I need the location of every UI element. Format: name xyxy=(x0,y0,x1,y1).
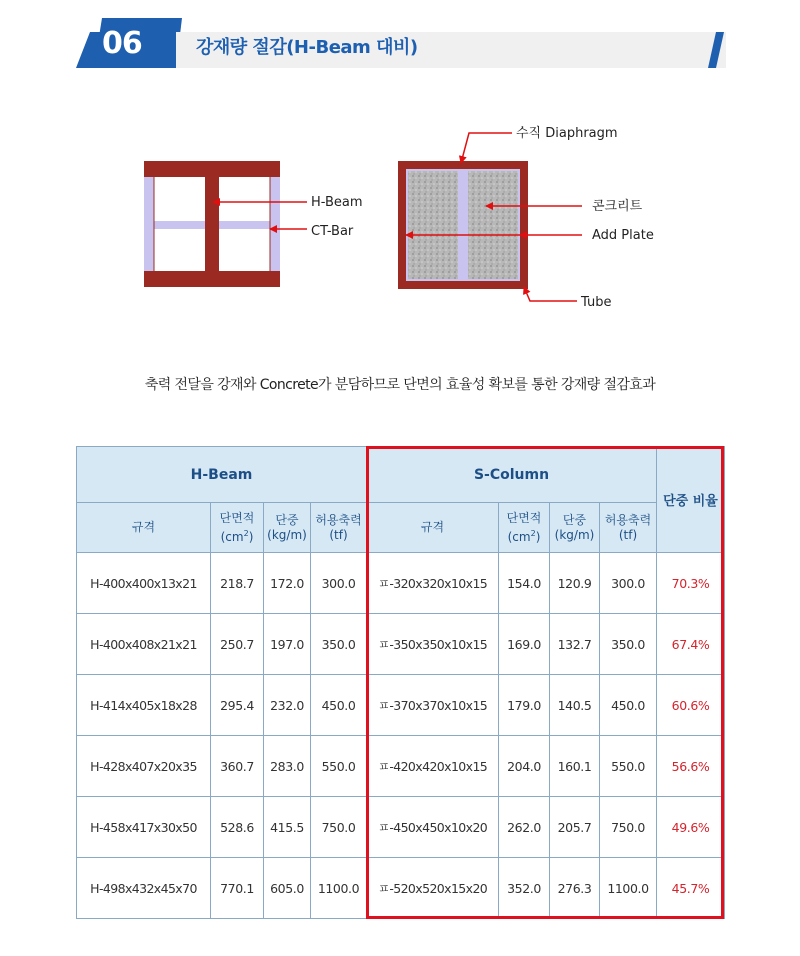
h-spec-header: 규격 xyxy=(77,503,211,553)
h-spec-cell: H-428x407x20x35 xyxy=(77,736,211,797)
ratio-cell: 45.7% xyxy=(657,858,725,919)
h-capacity-header: 허용축력 (tf) xyxy=(311,503,367,553)
tube-label: Tube xyxy=(581,295,612,310)
s-spec-cell: ㅍ-450x450x10x20 xyxy=(367,797,499,858)
concrete-label: 콘크리트 xyxy=(592,199,643,214)
h-capacity-cell: 750.0 xyxy=(311,797,367,858)
h-spec-cell: H-498x432x45x70 xyxy=(77,858,211,919)
comparison-table xyxy=(76,446,725,919)
h-spec-cell: H-400x400x13x21 xyxy=(77,553,211,614)
addplate-label: Add Plate xyxy=(592,228,654,243)
h-area-cell: 218.7 xyxy=(211,553,264,614)
h-weight-cell: 605.0 xyxy=(264,858,311,919)
section-diagram xyxy=(130,115,690,320)
ratio-cell: 67.4% xyxy=(657,614,725,675)
s-capacity-cell: 1100.0 xyxy=(600,858,657,919)
column-section-svg xyxy=(130,115,690,320)
h-capacity-cell: 300.0 xyxy=(311,553,367,614)
h-spec-cell: H-400x408x21x21 xyxy=(77,614,211,675)
s-weight-cell: 160.1 xyxy=(550,736,600,797)
table-row xyxy=(77,553,725,614)
h-capacity-cell: 350.0 xyxy=(311,614,367,675)
s-spec-cell: ㅍ-420x420x10x15 xyxy=(367,736,499,797)
ratio-cell: 56.6% xyxy=(657,736,725,797)
table-row xyxy=(77,797,725,858)
hbeam-section xyxy=(144,161,280,287)
ratio-header: 단중 비율 xyxy=(657,447,725,553)
diaphragm-arrow xyxy=(461,133,512,163)
s-weight-cell: 205.7 xyxy=(550,797,600,858)
table-row xyxy=(77,614,725,675)
h-capacity-cell: 1100.0 xyxy=(311,858,367,919)
s-capacity-cell: 350.0 xyxy=(600,614,657,675)
s-spec-cell: ㅍ-320x320x10x15 xyxy=(367,553,499,614)
h-area-header: 단면적 $(cm^2)$ xyxy=(211,503,264,553)
s-capacity-header: 허용축력 (tf) xyxy=(600,503,657,553)
diagram-caption: 축력 전달을 강재와 Concrete가 분담하므로 단면의 효율성 확보를 통한 강재량 절감효과 xyxy=(144,377,656,393)
s-spec-cell: ㅍ-370x370x10x15 xyxy=(367,675,499,736)
scolumn-group-header: S-Column xyxy=(367,447,657,503)
s-capacity-cell: 550.0 xyxy=(600,736,657,797)
s-spec-header: 규격 xyxy=(367,503,499,553)
h-weight-cell: 197.0 xyxy=(264,614,311,675)
table-row xyxy=(77,858,725,919)
s-area-cell: 169.0 xyxy=(499,614,550,675)
section-title: 강재량 절감(H-Beam 대비) xyxy=(196,37,418,58)
h-weight-cell: 415.5 xyxy=(264,797,311,858)
h-area-cell: 528.6 xyxy=(211,797,264,858)
h-area-cell: 360.7 xyxy=(211,736,264,797)
ratio-cell: 49.6% xyxy=(657,797,725,858)
s-capacity-cell: 750.0 xyxy=(600,797,657,858)
table-row xyxy=(77,675,725,736)
h-capacity-cell: 450.0 xyxy=(311,675,367,736)
s-capacity-cell: 450.0 xyxy=(600,675,657,736)
s-area-cell: 204.0 xyxy=(499,736,550,797)
diaphragm-label: 수직 Diaphragm xyxy=(516,126,618,141)
s-area-cell: 179.0 xyxy=(499,675,550,736)
h-area-cell: 295.4 xyxy=(211,675,264,736)
s-area-cell: 262.0 xyxy=(499,797,550,858)
s-weight-cell: 132.7 xyxy=(550,614,600,675)
section-number: 06 xyxy=(102,26,142,61)
h-weight-header: 단중 (kg/m) xyxy=(264,503,311,553)
h-area-cell: 770.1 xyxy=(211,858,264,919)
s-weight-cell: 120.9 xyxy=(550,553,600,614)
s-area-header: 단면적 $(cm^2)$ xyxy=(499,503,550,553)
h-weight-cell: 283.0 xyxy=(264,736,311,797)
table-row xyxy=(77,736,725,797)
h-weight-cell: 232.0 xyxy=(264,675,311,736)
s-weight-cell: 276.3 xyxy=(550,858,600,919)
ratio-cell: 70.3% xyxy=(657,553,725,614)
scolumn-section xyxy=(400,163,526,287)
hbeam-group-header: H-Beam xyxy=(77,447,367,503)
h-capacity-cell: 550.0 xyxy=(311,736,367,797)
s-weight-cell: 140.5 xyxy=(550,675,600,736)
section-header xyxy=(76,18,726,68)
s-weight-header: 단중 (kg/m) xyxy=(550,503,600,553)
h-spec-cell: H-414x405x18x28 xyxy=(77,675,211,736)
s-capacity-cell: 300.0 xyxy=(600,553,657,614)
h-area-cell: 250.7 xyxy=(211,614,264,675)
h-spec-cell: H-458x417x30x50 xyxy=(77,797,211,858)
ctbar-label: CT-Bar xyxy=(311,224,354,239)
s-spec-cell: ㅍ-350x350x10x15 xyxy=(367,614,499,675)
s-area-cell: 352.0 xyxy=(499,858,550,919)
hbeam-label: H-Beam xyxy=(311,195,363,210)
s-area-cell: 154.0 xyxy=(499,553,550,614)
s-spec-cell: ㅍ-520x520x15x20 xyxy=(367,858,499,919)
ratio-cell: 60.6% xyxy=(657,675,725,736)
h-weight-cell: 172.0 xyxy=(264,553,311,614)
tube-arrow xyxy=(524,287,577,301)
